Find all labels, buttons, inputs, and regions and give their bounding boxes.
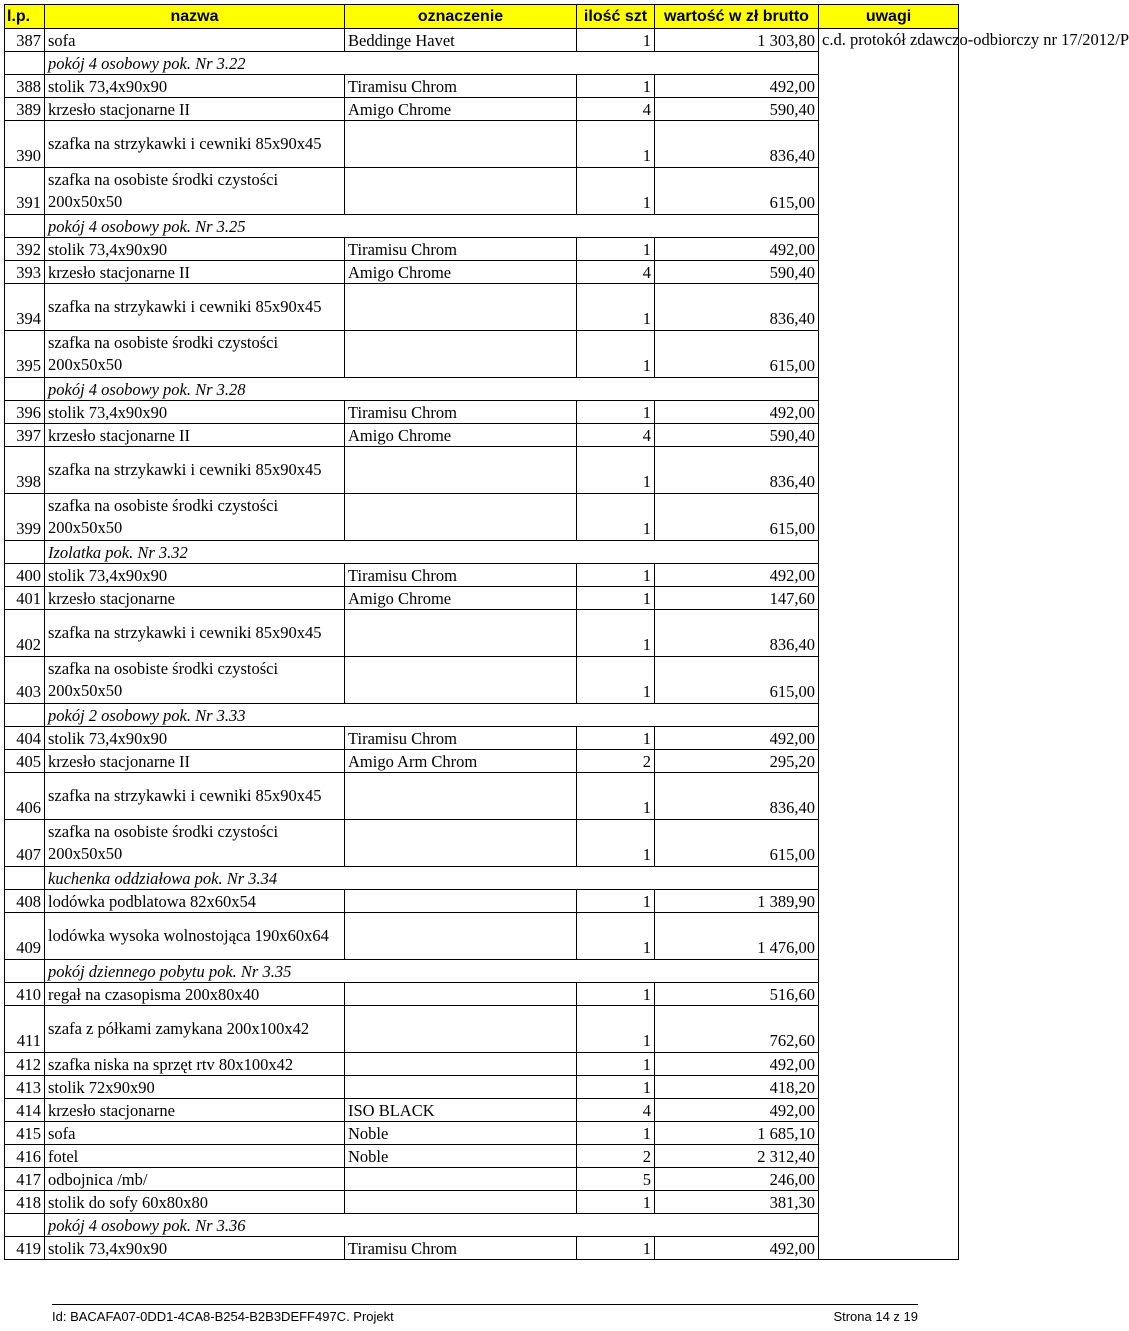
lp-cell: 412 bbox=[5, 1053, 45, 1076]
qty-cell: 1 bbox=[577, 29, 655, 52]
table-row bbox=[5, 1145, 959, 1168]
name-cell: szafka na osobiste środki czystości 200x50x50 bbox=[45, 657, 345, 704]
name-cell: krzesło stacjonarne II bbox=[45, 261, 345, 284]
table-row bbox=[5, 98, 959, 121]
value-cell: 516,60 bbox=[655, 983, 819, 1006]
table-row bbox=[5, 284, 959, 331]
code-cell bbox=[345, 983, 577, 1006]
code-cell bbox=[345, 168, 577, 215]
table-row bbox=[5, 657, 959, 704]
qty-cell: 1 bbox=[577, 610, 655, 657]
name-cell: szafka niska na sprzęt rtv 80x100x42 bbox=[45, 1053, 345, 1076]
value-cell: 492,00 bbox=[655, 75, 819, 98]
lp-cell: 401 bbox=[5, 587, 45, 610]
page-footer bbox=[52, 1304, 918, 1324]
table-row bbox=[5, 331, 959, 378]
section-row bbox=[5, 867, 959, 890]
section-row bbox=[5, 52, 959, 75]
lp-cell: 405 bbox=[5, 750, 45, 773]
value-cell: 492,00 bbox=[655, 1099, 819, 1122]
qty-cell: 1 bbox=[577, 168, 655, 215]
name-cell: szafka na strzykawki i cewniki 85x90x45 bbox=[45, 447, 345, 494]
section-row bbox=[5, 215, 959, 238]
section-row bbox=[5, 704, 959, 727]
table-row bbox=[5, 983, 959, 1006]
document-id: Id: BACAFA07-0DD1-4CA8-B254-B2B3DEFF497C. Projekt bbox=[52, 1309, 394, 1324]
table-row bbox=[5, 121, 959, 168]
table-row bbox=[5, 587, 959, 610]
qty-cell: 2 bbox=[577, 750, 655, 773]
code-cell: Tiramisu Chrom bbox=[345, 564, 577, 587]
value-cell: 492,00 bbox=[655, 727, 819, 750]
qty-cell: 1 bbox=[577, 238, 655, 261]
qty-cell: 1 bbox=[577, 1237, 655, 1260]
lp-cell: 419 bbox=[5, 1237, 45, 1260]
lp-cell bbox=[5, 1214, 45, 1237]
lp-cell bbox=[5, 378, 45, 401]
lp-cell: 391 bbox=[5, 168, 45, 215]
name-cell: krzesło stacjonarne bbox=[45, 1099, 345, 1122]
code-cell bbox=[345, 1006, 577, 1053]
qty-cell: 1 bbox=[577, 331, 655, 378]
code-cell bbox=[345, 284, 577, 331]
qty-cell: 4 bbox=[577, 424, 655, 447]
table-row bbox=[5, 447, 959, 494]
table-row bbox=[5, 1237, 959, 1260]
section-title: pokój dziennego pobytu pok. Nr 3.35 bbox=[45, 960, 819, 983]
inventory-sheet bbox=[4, 4, 1129, 1260]
table-row bbox=[5, 494, 959, 541]
value-cell: 615,00 bbox=[655, 657, 819, 704]
name-cell: szafka na strzykawki i cewniki 85x90x45 bbox=[45, 610, 345, 657]
table-row bbox=[5, 1122, 959, 1145]
code-cell bbox=[345, 820, 577, 867]
lp-cell bbox=[5, 52, 45, 75]
section-row bbox=[5, 1214, 959, 1237]
header-uwagi: uwagi bbox=[819, 5, 959, 29]
lp-cell: 399 bbox=[5, 494, 45, 541]
section-row bbox=[5, 960, 959, 983]
name-cell: szafka na osobiste środki czystości 200x50x50 bbox=[45, 820, 345, 867]
code-cell: Amigo Chrome bbox=[345, 424, 577, 447]
table-row bbox=[5, 1053, 959, 1076]
code-cell: Noble bbox=[345, 1145, 577, 1168]
name-cell: szafka na osobiste środki czystości 200x50x50 bbox=[45, 168, 345, 215]
value-cell: 295,20 bbox=[655, 750, 819, 773]
code-cell: Amigo Arm Chrom bbox=[345, 750, 577, 773]
value-cell: 492,00 bbox=[655, 1237, 819, 1260]
code-cell bbox=[345, 890, 577, 913]
value-cell: 1 685,10 bbox=[655, 1122, 819, 1145]
table-row bbox=[5, 564, 959, 587]
qty-cell: 1 bbox=[577, 727, 655, 750]
name-cell: stolik do sofy 60x80x80 bbox=[45, 1191, 345, 1214]
notes-cell: c.d. protokół zdawczo-odbiorczy nr 17/2012/P bbox=[819, 29, 959, 1260]
code-cell: Tiramisu Chrom bbox=[345, 75, 577, 98]
inventory-table bbox=[4, 4, 1129, 1260]
qty-cell: 5 bbox=[577, 1168, 655, 1191]
qty-cell: 2 bbox=[577, 1145, 655, 1168]
code-cell: Tiramisu Chrom bbox=[345, 401, 577, 424]
header-wartosc: wartość w zł brutto bbox=[655, 5, 819, 29]
code-cell: Tiramisu Chrom bbox=[345, 1237, 577, 1260]
name-cell: stolik 73,4x90x90 bbox=[45, 401, 345, 424]
value-cell: 615,00 bbox=[655, 331, 819, 378]
qty-cell: 1 bbox=[577, 983, 655, 1006]
table-row bbox=[5, 1006, 959, 1053]
header-ilosc: ilość szt bbox=[577, 5, 655, 29]
code-cell: Tiramisu Chrom bbox=[345, 727, 577, 750]
qty-cell: 1 bbox=[577, 1053, 655, 1076]
name-cell: szafa z półkami zamykana 200x100x42 bbox=[45, 1006, 345, 1053]
lp-cell bbox=[5, 867, 45, 890]
name-cell: fotel bbox=[45, 1145, 345, 1168]
header-row bbox=[5, 5, 959, 29]
qty-cell: 1 bbox=[577, 75, 655, 98]
section-title: kuchenka oddziałowa pok. Nr 3.34 bbox=[45, 867, 819, 890]
lp-cell: 400 bbox=[5, 564, 45, 587]
code-cell: Tiramisu Chrom bbox=[345, 238, 577, 261]
value-cell: 492,00 bbox=[655, 564, 819, 587]
lp-cell bbox=[5, 960, 45, 983]
table-row bbox=[5, 773, 959, 820]
qty-cell: 1 bbox=[577, 494, 655, 541]
code-cell bbox=[345, 773, 577, 820]
table-row bbox=[5, 1076, 959, 1099]
value-cell: 1 476,00 bbox=[655, 913, 819, 960]
lp-cell bbox=[5, 215, 45, 238]
code-cell: Noble bbox=[345, 1122, 577, 1145]
table-row bbox=[5, 29, 959, 52]
lp-cell: 417 bbox=[5, 1168, 45, 1191]
lp-cell: 395 bbox=[5, 331, 45, 378]
lp-cell: 415 bbox=[5, 1122, 45, 1145]
qty-cell: 1 bbox=[577, 820, 655, 867]
value-cell: 1 389,90 bbox=[655, 890, 819, 913]
table-row bbox=[5, 913, 959, 960]
table-row bbox=[5, 890, 959, 913]
name-cell: stolik 72x90x90 bbox=[45, 1076, 345, 1099]
name-cell: odbojnica /mb/ bbox=[45, 1168, 345, 1191]
lp-cell: 397 bbox=[5, 424, 45, 447]
qty-cell: 1 bbox=[577, 564, 655, 587]
lp-cell: 388 bbox=[5, 75, 45, 98]
value-cell: 836,40 bbox=[655, 773, 819, 820]
code-cell bbox=[345, 331, 577, 378]
table-row bbox=[5, 1191, 959, 1214]
value-cell: 615,00 bbox=[655, 494, 819, 541]
value-cell: 2 312,40 bbox=[655, 1145, 819, 1168]
lp-cell: 387 bbox=[5, 29, 45, 52]
table-row bbox=[5, 610, 959, 657]
lp-cell: 392 bbox=[5, 238, 45, 261]
qty-cell: 1 bbox=[577, 1006, 655, 1053]
name-cell: stolik 73,4x90x90 bbox=[45, 727, 345, 750]
qty-cell: 4 bbox=[577, 98, 655, 121]
qty-cell: 1 bbox=[577, 657, 655, 704]
name-cell: krzesło stacjonarne II bbox=[45, 98, 345, 121]
code-cell bbox=[345, 1191, 577, 1214]
code-cell bbox=[345, 657, 577, 704]
code-cell bbox=[345, 610, 577, 657]
header-nazwa: nazwa bbox=[45, 5, 345, 29]
name-cell: sofa bbox=[45, 1122, 345, 1145]
section-title: pokój 4 osobowy pok. Nr 3.25 bbox=[45, 215, 819, 238]
qty-cell: 1 bbox=[577, 284, 655, 331]
qty-cell: 1 bbox=[577, 447, 655, 494]
name-cell: krzesło stacjonarne II bbox=[45, 424, 345, 447]
code-cell bbox=[345, 494, 577, 541]
code-cell: Amigo Chrome bbox=[345, 98, 577, 121]
lp-cell: 416 bbox=[5, 1145, 45, 1168]
name-cell: stolik 73,4x90x90 bbox=[45, 75, 345, 98]
table-row bbox=[5, 401, 959, 424]
lp-cell: 403 bbox=[5, 657, 45, 704]
code-cell bbox=[345, 121, 577, 168]
value-cell: 762,60 bbox=[655, 1006, 819, 1053]
value-cell: 590,40 bbox=[655, 424, 819, 447]
lp-cell: 409 bbox=[5, 913, 45, 960]
lp-cell: 389 bbox=[5, 98, 45, 121]
lp-cell: 408 bbox=[5, 890, 45, 913]
value-cell: 836,40 bbox=[655, 447, 819, 494]
value-cell: 615,00 bbox=[655, 168, 819, 215]
section-row bbox=[5, 378, 959, 401]
value-cell: 836,40 bbox=[655, 121, 819, 168]
qty-cell: 1 bbox=[577, 890, 655, 913]
section-row bbox=[5, 541, 959, 564]
value-cell: 1 303,80 bbox=[655, 29, 819, 52]
code-cell bbox=[345, 1053, 577, 1076]
code-cell bbox=[345, 913, 577, 960]
section-title: Izolatka pok. Nr 3.32 bbox=[45, 541, 819, 564]
name-cell: stolik 73,4x90x90 bbox=[45, 1237, 345, 1260]
table-row bbox=[5, 75, 959, 98]
section-title: pokój 4 osobowy pok. Nr 3.36 bbox=[45, 1214, 819, 1237]
value-cell: 615,00 bbox=[655, 820, 819, 867]
table-row bbox=[5, 238, 959, 261]
table-row bbox=[5, 168, 959, 215]
qty-cell: 1 bbox=[577, 121, 655, 168]
qty-cell: 1 bbox=[577, 913, 655, 960]
value-cell: 418,20 bbox=[655, 1076, 819, 1099]
name-cell: stolik 73,4x90x90 bbox=[45, 238, 345, 261]
value-cell: 590,40 bbox=[655, 261, 819, 284]
code-cell bbox=[345, 1076, 577, 1099]
lp-cell: 393 bbox=[5, 261, 45, 284]
name-cell: krzesło stacjonarne bbox=[45, 587, 345, 610]
table-body bbox=[5, 29, 1129, 1260]
value-cell: 492,00 bbox=[655, 238, 819, 261]
name-cell: sofa bbox=[45, 29, 345, 52]
name-cell: lodówka podblatowa 82x60x54 bbox=[45, 890, 345, 913]
table-row bbox=[5, 1168, 959, 1191]
page-number: Strona 14 z 19 bbox=[833, 1309, 918, 1324]
lp-cell: 390 bbox=[5, 121, 45, 168]
code-cell: Amigo Chrome bbox=[345, 261, 577, 284]
table-row bbox=[5, 1099, 959, 1122]
value-cell: 590,40 bbox=[655, 98, 819, 121]
lp-cell: 394 bbox=[5, 284, 45, 331]
code-cell bbox=[345, 447, 577, 494]
value-cell: 836,40 bbox=[655, 284, 819, 331]
lp-cell: 402 bbox=[5, 610, 45, 657]
value-cell: 246,00 bbox=[655, 1168, 819, 1191]
table-row bbox=[5, 750, 959, 773]
name-cell: szafka na strzykawki i cewniki 85x90x45 bbox=[45, 121, 345, 168]
name-cell: regał na czasopisma 200x80x40 bbox=[45, 983, 345, 1006]
lp-cell: 413 bbox=[5, 1076, 45, 1099]
value-cell: 381,30 bbox=[655, 1191, 819, 1214]
qty-cell: 4 bbox=[577, 1099, 655, 1122]
code-cell: Amigo Chrome bbox=[345, 587, 577, 610]
section-title: pokój 2 osobowy pok. Nr 3.33 bbox=[45, 704, 819, 727]
header-lp: l.p. bbox=[5, 5, 45, 29]
qty-cell: 1 bbox=[577, 1122, 655, 1145]
lp-cell: 396 bbox=[5, 401, 45, 424]
header-oznaczenie: oznaczenie bbox=[345, 5, 577, 29]
lp-cell bbox=[5, 541, 45, 564]
value-cell: 836,40 bbox=[655, 610, 819, 657]
table-row bbox=[5, 424, 959, 447]
name-cell: szafka na osobiste środki czystości 200x50x50 bbox=[45, 331, 345, 378]
name-cell: krzesło stacjonarne II bbox=[45, 750, 345, 773]
section-title: pokój 4 osobowy pok. Nr 3.28 bbox=[45, 378, 819, 401]
lp-cell: 404 bbox=[5, 727, 45, 750]
lp-cell: 414 bbox=[5, 1099, 45, 1122]
qty-cell: 1 bbox=[577, 1076, 655, 1099]
lp-cell: 406 bbox=[5, 773, 45, 820]
lp-cell: 407 bbox=[5, 820, 45, 867]
qty-cell: 4 bbox=[577, 261, 655, 284]
name-cell: szafka na strzykawki i cewniki 85x90x45 bbox=[45, 773, 345, 820]
qty-cell: 1 bbox=[577, 401, 655, 424]
lp-cell: 411 bbox=[5, 1006, 45, 1053]
table-row bbox=[5, 261, 959, 284]
value-cell: 492,00 bbox=[655, 1053, 819, 1076]
code-cell: ISO BLACK bbox=[345, 1099, 577, 1122]
name-cell: stolik 73,4x90x90 bbox=[45, 564, 345, 587]
qty-cell: 1 bbox=[577, 1191, 655, 1214]
name-cell: lodówka wysoka wolnostojąca 190x60x64 bbox=[45, 913, 345, 960]
lp-cell bbox=[5, 704, 45, 727]
name-cell: szafka na strzykawki i cewniki 85x90x45 bbox=[45, 284, 345, 331]
section-title: pokój 4 osobowy pok. Nr 3.22 bbox=[45, 52, 819, 75]
value-cell: 492,00 bbox=[655, 401, 819, 424]
code-cell bbox=[345, 1168, 577, 1191]
value-cell: 147,60 bbox=[655, 587, 819, 610]
code-cell: Beddinge Havet bbox=[345, 29, 577, 52]
table-row bbox=[5, 727, 959, 750]
qty-cell: 1 bbox=[577, 587, 655, 610]
lp-cell: 418 bbox=[5, 1191, 45, 1214]
table-row bbox=[5, 820, 959, 867]
name-cell: szafka na osobiste środki czystości 200x50x50 bbox=[45, 494, 345, 541]
qty-cell: 1 bbox=[577, 773, 655, 820]
lp-cell: 410 bbox=[5, 983, 45, 1006]
lp-cell: 398 bbox=[5, 447, 45, 494]
